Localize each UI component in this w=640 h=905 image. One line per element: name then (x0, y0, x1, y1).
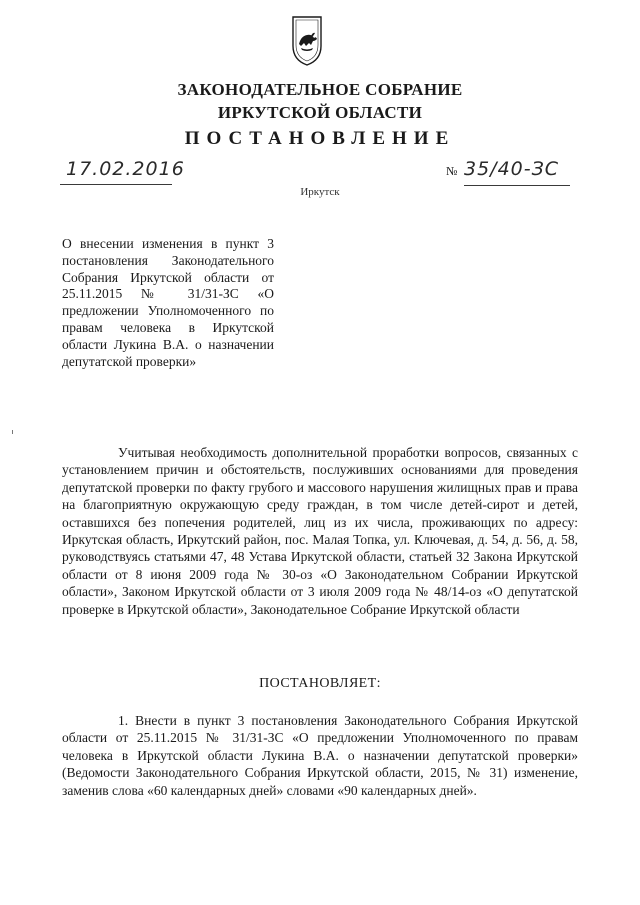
org-line-1: ЗАКОНОДАТЕЛЬНОЕ СОБРАНИЕ (177, 80, 463, 99)
margin-mark (12, 430, 13, 434)
resolves-heading: ПОСТАНОВЛЯЕТ: (259, 676, 381, 691)
resolution-item-1: 1. Внести в пункт 3 постановления Законодательного Собрания Иркутской области от 25.11.2015 № 31/31-ЗС «О предложении Уполномоченного по правам человека в Иркутской области Лукина В.А. о назначении депутатской проверки» (Ведомости Законодательного Собрания Иркутской области, 2015, № 31) изменение, заменив слова «60 календарных дней» словами «90 календарных дней». (62, 713, 578, 798)
irkutsk-emblem-icon (287, 14, 327, 68)
handwritten-date: 17.02.2016 (66, 158, 185, 180)
number-sign: № (446, 164, 458, 178)
preamble-paragraph: Учитывая необходимость дополнительной проработки вопросов, связанных с установлением причин и обстоятельств, послуживших основаниями для проведения депутатской проверки по факту грубого и массового нарушения жилищных прав и права на благоприятную окружающую среду граждан, в том числе детей-сирот и детей, оставшихся без попечения родителей, лиц из их числа, проживающих по адресу: Иркутская область, Иркутский район, пос. Малая Топка, ул. Ключевая, д. 54, д. 56, д. 58, руководствуясь статьями 47, 48 Устава Иркутской области, статьей 32 Закона Иркутской области от 8 июня 2009 года № 30-оз «О Законодательном Собрании Иркутской области», Законом Иркутской области от 3 июля 2009 года № 48/14-оз «О депутатской проверке в Иркутской области», Законодательное Собрание Иркутской области (62, 445, 578, 617)
organization-title (0, 78, 640, 124)
resolution-subject: О внесении изменения в пункт 3 постановления Законодательного Собрания Иркутской области от 25.11.2015 № 31/31-ЗС «О предложении Уполномоченного по правам человека в Иркутской области Лукина В.А. о назначении депутатской проверки» (62, 236, 274, 369)
org-line-2: ИРКУТСКОЙ ОБЛАСТИ (217, 103, 423, 122)
handwritten-number: 35/40-ЗС (464, 158, 560, 180)
city-name: Иркутск (300, 186, 340, 198)
date-underline (60, 184, 172, 185)
document-type: ПОСТАНОВЛЕНИЕ (184, 128, 456, 149)
